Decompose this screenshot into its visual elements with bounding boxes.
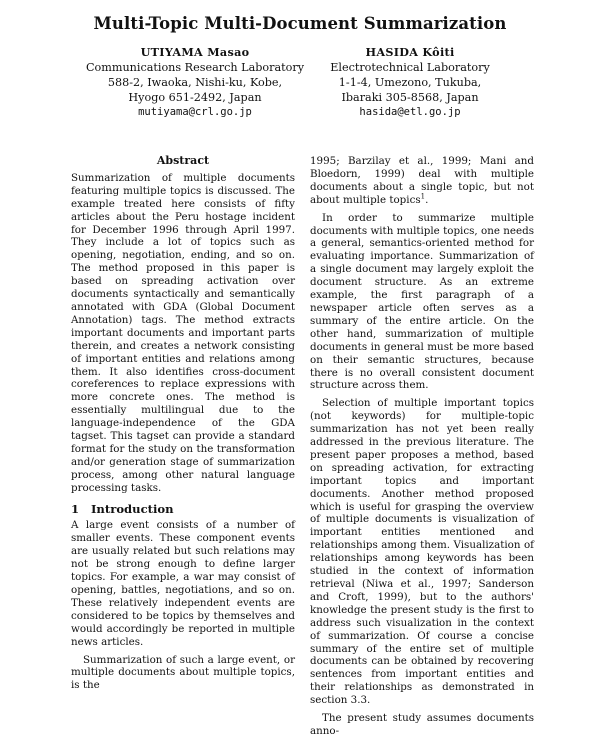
abstract-text: Summarization of multiple documents featuring multiple topics is discussed. The example treated here consists of fifty articles about the Peru hostage incident for December 1996 through April 1997. They include a lot of topics such as opening, negotiation, ending, and so on. The method proposed in this paper is based on spreading activation over documents syntactically and semantically annotated with GDA (Global Document Annotation) tags. The method extracts important documents and important parts therein, and creates a network consisting of important entities and relations among them. It also identifies cross-document coreferences to replace expressions with more concrete ones. The method is essentially multilingual due to the language-independence of the GDA tagset. This tagset can provide a standard format for the study on the transformation and/or generation stage of summarization process, among other natural language processing tasks. xyxy=(71,171,295,494)
author-block-2 xyxy=(290,45,530,120)
author-affiliation: Communications Research Laboratory xyxy=(85,61,305,74)
section-number: 1 xyxy=(71,501,80,516)
author-name: HASIDA Kôiti xyxy=(365,45,455,59)
author-name: UTIYAMA Masao xyxy=(140,45,250,59)
author-address-line: 588-2, Iwaoka, Nishi-ku, Kobe, xyxy=(107,76,283,89)
author-address-line: Hyogo 651-2492, Japan xyxy=(128,91,262,104)
author-email[interactable]: hasida@etl.go.jp xyxy=(359,106,461,118)
paper-title: Multi-Topic Multi-Document Summarization xyxy=(93,14,507,33)
author-email[interactable]: mutiyama@crl.go.jp xyxy=(138,106,252,118)
section-heading xyxy=(71,503,295,516)
paragraph-text: 1995; Barzilay et al., 1999; Mani and Bloedorn, 1999) deal with multiple documents about a single topic, but not about multiple topics xyxy=(310,155,534,206)
author-affiliation: Electrotechnical Laboratory xyxy=(330,61,490,74)
body-paragraph: In order to summarize multiple documents with multiple topics, one needs a general, semantics-oriented method for evaluating importance. Summarization of a single document may largely exploit the document structure. As an extreme example, the first paragraph of a newspaper article often serves as a summary of the entire article. On the other hand, summarization of multiple documents in general must be more based on their semantic structures, because there is no overall consistent document structure across them. xyxy=(310,211,534,392)
section-title: Introduction xyxy=(91,501,174,516)
right-column xyxy=(310,155,534,738)
footnote-mark[interactable]: 1 xyxy=(420,192,426,201)
paragraph-end: . xyxy=(425,193,429,206)
body-paragraph: A large event consists of a number of smaller events. These component events are usually related but such relations may not be strong enough to define larger topics. For example, a war may consist of opening, battles, negotiations, and so on. These relatively independent events are considered to be topics by themselves and would accordingly be reported in multiple news articles. xyxy=(71,519,295,648)
body-paragraph: Selection of multiple important topics (not keywords) for multiple-topic summarization has not yet been really addressed in the previous literature. The present paper proposes a method, based on spreading activation, for extracting important topics and important documents. Another method proposed which is useful for grasping the overview of multiple documents is visualization of important entities mentioned and relationships among them. Visualization of relationships among keywords has been studied in the context of information retrieval (Niwa et al., 1997; Sanderson and Croft, 1999), but to the authors' knowledge the present study is the first to address such visualization in the context of summarization. Of course a concise summary of the entire set of multiple documents can be obtained by recovering sentences from important entities and their relationships as demonstrated in section 3.3. xyxy=(310,397,534,707)
author-address-line: Ibaraki 305-8568, Japan xyxy=(341,91,479,104)
body-paragraph: Summarization of such a large event, or multiple documents about multiple topics, is the xyxy=(71,653,295,692)
body-paragraph: The present study assumes documents anno- xyxy=(310,712,534,737)
author-block-1 xyxy=(80,45,310,120)
body-paragraph xyxy=(310,155,534,207)
author-address-line: 1-1-4, Umezono, Tukuba, xyxy=(338,76,482,89)
left-column xyxy=(71,155,295,692)
abstract-heading: Abstract xyxy=(156,154,210,167)
